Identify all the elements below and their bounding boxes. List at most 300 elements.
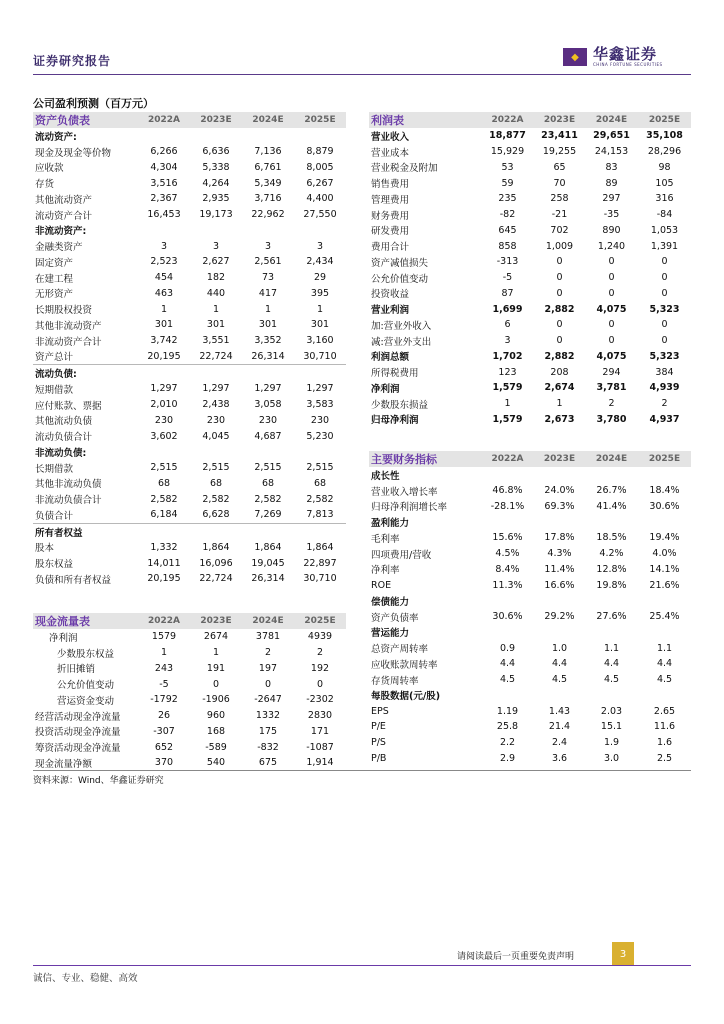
cell-value: 24.0% [544,485,575,497]
cell-value: 14.1% [649,563,680,575]
cell-value: 0 [661,319,668,331]
cell-value: 68 [261,477,275,489]
company-logo [563,46,663,68]
year-header: 2024E [242,112,294,128]
cell-value: 645 [498,224,517,236]
table-row [33,365,346,381]
cell-value: 18.4% [649,485,680,497]
row-label: 减:营业外支出 [371,336,432,348]
cell-value: 25.8 [496,721,519,733]
cell-value: 3 [160,240,168,252]
cell-value: 7,269 [254,509,282,521]
row-label: P/S [371,737,386,749]
cell-value: 235 [498,193,517,205]
cell-value: 3,583 [306,399,334,411]
row-label: 无形资产 [35,289,74,301]
table-row [33,645,346,661]
cell-value: 0 [556,319,563,331]
table-row [33,692,346,708]
cell-value: 17.8% [544,532,575,544]
row-label: 现金及现金等价物 [35,147,112,159]
cell-value [585,625,638,641]
cell-value: 301 [154,319,174,331]
year-header: 2022A [481,451,534,467]
table-row [33,301,346,317]
table-row [33,555,346,571]
cell-value: 4,400 [306,193,334,205]
cell-value: 2,515 [306,462,334,474]
table-row [369,317,691,333]
cell-value: 2,673 [544,413,575,425]
cell-value: 1 [264,303,272,315]
cell-value: 0 [556,272,563,284]
row-label: 财务费用 [371,210,410,222]
cell-value: 27,550 [303,209,337,221]
page-number: 3 [612,942,634,966]
table-row [33,254,346,270]
cell-value [534,625,585,641]
cell-value: 0 [556,256,563,268]
cell-value: 29.2% [544,611,575,623]
row-label: 毛利率 [371,533,400,545]
cell-value: 83 [605,161,618,173]
cell-value: 26.7% [596,485,627,497]
table-row [33,476,346,492]
cell-value: 123 [498,366,517,378]
year-header: 2023E [190,112,242,128]
cell-value: 208 [550,366,569,378]
cell-value: 4.0% [652,548,677,560]
row-label: 费用合计 [371,242,410,254]
row-label: 营业税金及附加 [371,163,438,175]
cell-value: 70 [553,177,566,189]
row-label: 每股数据(元/股) [371,691,441,703]
cell-value: -5 [502,272,513,284]
cell-value: 19.8% [596,579,627,591]
cell-value [638,514,691,530]
table-row [33,397,346,413]
row-label: 营运资金变动 [57,695,115,707]
table-title: 主要财务指标 [369,451,481,467]
row-label: 在建工程 [35,273,74,285]
cell-value: 4.4 [603,658,620,670]
row-label: 净利润 [49,632,78,644]
cell-value: -84 [656,209,673,221]
cell-value: 98 [658,161,671,173]
cell-value: 0 [556,287,563,299]
cell-value: 3,160 [306,335,334,347]
cell-value: 0 [608,335,615,347]
table-header-row [33,613,346,629]
row-label: 管理费用 [371,194,410,206]
cell-value: 65 [553,161,566,173]
row-label: ROE [371,579,392,591]
cell-value: 22,724 [199,573,233,585]
cell-value [585,467,638,483]
cell-value: 6 [504,319,511,331]
table-row [369,349,691,365]
row-label: 营业收入 [371,131,410,143]
year-header: 2022A [138,613,190,629]
table-row [369,688,691,704]
table-row [33,286,346,302]
row-label: P/E [371,721,386,733]
cell-value [294,444,346,460]
cell-value: 1,297 [306,383,334,395]
table-row [369,467,691,483]
cell-value: 4.5% [495,548,520,560]
cell-value: -5 [159,678,169,690]
row-label: 其他非流动资产 [35,320,102,332]
table-row [369,160,691,176]
cell-value: 2,935 [202,193,230,205]
cell-value: 463 [154,287,174,299]
row-label: 流动负债: [33,365,138,381]
year-header: 2025E [294,613,346,629]
key-ratios-table [369,451,691,766]
table-row [33,661,346,677]
cell-value: 26 [157,710,171,722]
table-row [369,128,691,144]
cell-value: 25.4% [649,611,680,623]
table-row [369,577,691,593]
cell-value: 182 [206,272,226,284]
cell-value [242,365,294,381]
cell-value: 960 [206,710,226,722]
cell-value: 1,391 [650,240,679,252]
logo-cn-text: 华鑫证券 [593,45,658,63]
row-label: 应收账款周转率 [371,659,438,671]
row-label: 少数股东损益 [371,399,429,411]
row-label: 净利率 [371,565,400,577]
cell-value: 1332 [255,710,281,722]
row-label: 利润总额 [371,352,410,364]
cell-value: -28.1% [490,500,525,512]
table-row [369,301,691,317]
table-row [33,144,346,160]
table-row [33,317,346,333]
table-row [369,286,691,302]
row-label: 资产总计 [35,352,74,364]
table-row [369,380,691,396]
cell-value: 192 [310,662,330,674]
cell-value: 4,045 [202,430,230,442]
row-label: 非流动资产: [35,226,87,238]
table-row [33,540,346,556]
cell-value: 294 [602,366,621,378]
row-label: 偿债能力 [371,596,410,608]
cell-value [138,444,190,460]
cell-value: 2.65 [653,705,676,717]
cell-value: 4.5 [551,674,568,686]
cell-value: 12.8% [596,563,627,575]
cell-value: 2.9 [499,752,516,764]
balance-sheet-table [33,112,346,587]
cell-value: 21.4 [548,721,571,733]
table-row [369,672,691,688]
cell-value: 1.43 [548,705,571,717]
cell-value [138,223,190,239]
table-row [369,270,691,286]
cell-value: 1,240 [597,240,626,252]
row-label: 股本 [35,543,55,555]
cell-value: 87 [501,287,514,299]
table-row [33,207,346,223]
cell-value: 4,264 [202,177,230,189]
cell-value: 0 [608,287,615,299]
cell-value: 1 [556,398,563,410]
cell-value [242,444,294,460]
row-label: 短期借款 [35,384,74,396]
table-row [33,724,346,740]
cell-value: 4.5 [499,674,516,686]
year-header: 2024E [585,112,638,128]
table-row [33,413,346,429]
row-label: 资产减值损失 [371,257,429,269]
cell-value: 18,877 [489,130,526,142]
cell-value: 1.19 [496,705,519,717]
cell-value [585,688,638,704]
cell-value: 0.9 [499,642,516,654]
cell-value: 8.4% [495,563,520,575]
cell-value: 7,136 [254,146,282,158]
table-row [369,238,691,254]
cell-value: 18.5% [596,532,627,544]
table-row [369,254,691,270]
cell-value: 53 [501,161,514,173]
cell-value: 30.6% [649,500,680,512]
cell-value [190,128,242,144]
cell-value: 440 [206,287,226,299]
cell-value: 4,304 [150,161,178,173]
table-row [33,491,346,507]
row-label: 长期借款 [35,463,74,475]
cell-value: -832 [257,741,279,753]
cell-value: 14,011 [147,557,181,569]
cell-value: 3 [212,240,220,252]
row-label: 投资收益 [371,289,410,301]
row-label: 归母净利润增长率 [371,502,448,514]
cell-value: -313 [496,256,519,268]
cell-value: 35,108 [646,130,683,142]
cell-value: 4.5 [656,674,673,686]
cell-value: 11.6 [653,721,676,733]
cell-value: 1 [212,647,220,659]
cell-value: 16.6% [544,579,575,591]
row-label: 其他流动资产 [35,194,93,206]
row-label: 现金流量净额 [35,758,93,770]
table-row [369,719,691,735]
table-row [33,460,346,476]
row-label: 负债和所有者权益 [35,574,112,586]
header-divider [33,74,691,75]
cell-value: 3,716 [254,193,282,205]
disclaimer-note: 请阅读最后一页重要免责声明 [457,952,575,962]
row-label: 四项费用/营收 [371,549,432,561]
row-label: 其他流动负债 [35,416,93,428]
cell-value: 2.4 [551,737,568,749]
row-label: 筹资活动现金净流量 [35,743,121,755]
cell-value: 230 [154,414,174,426]
row-label: 存货 [35,179,55,191]
cell-value [190,444,242,460]
cell-value: 30,710 [303,573,337,585]
cell-value: 6,628 [202,509,230,521]
cell-value: 417 [258,287,278,299]
cell-value: 2,438 [202,399,230,411]
table-row [33,191,346,207]
cell-value: 2,882 [544,350,575,362]
cell-value [294,128,346,144]
table-row [33,160,346,176]
cell-value: 2 [264,647,272,659]
cell-value [481,514,534,530]
cell-value [534,514,585,530]
report-type-title: 证券研究报告 [33,54,112,68]
cell-value: 1,864 [254,541,282,553]
cell-value: 8,879 [306,146,334,158]
row-label: 长期股权投资 [35,305,93,317]
footer-motto: 诚信、专业、稳健、高效 [33,973,138,984]
row-label: 折旧摊销 [57,664,96,676]
cell-value: 15.6% [492,532,523,544]
cell-value: 4939 [307,631,333,643]
row-label: 非流动负债合计 [35,495,102,507]
cell-value: 0 [661,335,668,347]
cell-value [481,593,534,609]
row-label: 其他非流动负债 [35,479,102,491]
table-row [33,238,346,254]
row-label: 流动资产合计 [35,210,93,222]
cell-value: 2,434 [306,256,334,268]
cell-value: 4.5 [603,674,620,686]
cell-value: 2,882 [544,303,575,315]
cell-value: 652 [154,741,174,753]
table-row [369,483,691,499]
cell-value: 68 [313,477,327,489]
cell-value [585,514,638,530]
footer-divider [33,965,691,966]
cell-value: 4.4 [656,658,673,670]
cell-value: 243 [154,662,174,674]
row-label: P/B [371,752,387,764]
year-header: 2025E [294,112,346,128]
cell-value: 3781 [255,631,281,643]
cell-value: -21 [551,209,568,221]
table-title: 现金流量表 [33,613,138,629]
cell-value: 1 [504,398,511,410]
cell-value: 5,349 [254,177,282,189]
cell-value: 21.6% [649,579,680,591]
cell-value: 1 [160,647,168,659]
cell-value: 858 [498,240,517,252]
source-note: 资料来源：Wind、华鑫证券研究 [33,776,164,786]
cell-value: 19,045 [251,557,285,569]
table-row [33,381,346,397]
cell-value: 20,195 [147,573,181,585]
cell-value [481,467,534,483]
cell-value: 1,579 [492,382,523,394]
table-row [369,735,691,751]
table-row [369,703,691,719]
cell-value: -2302 [306,694,334,706]
cell-value: -1087 [306,741,334,753]
row-label: 公允价值变动 [371,273,429,285]
year-header: 2023E [534,451,585,467]
cell-value: 3 [316,240,324,252]
cell-value: 2674 [203,631,229,643]
cell-value: 1,297 [254,383,282,395]
year-header: 2022A [138,112,190,128]
cell-value [534,593,585,609]
cell-value: 2,674 [544,382,575,394]
table-row [369,593,691,609]
cell-value [138,128,190,144]
cell-value: 2,582 [254,493,282,505]
cell-value: 3.6 [551,752,568,764]
cell-value: 0 [661,272,668,284]
cell-value: 2,582 [202,493,230,505]
cell-value: 5,323 [649,303,680,315]
year-header: 2025E [638,112,691,128]
cell-value: 4,687 [254,430,282,442]
cell-value: 384 [655,366,674,378]
cell-value: 258 [550,193,569,205]
table-row [369,751,691,767]
cell-value: 230 [258,414,278,426]
cell-value [294,223,346,239]
cell-value [294,365,346,381]
cell-value: 22,897 [303,557,337,569]
cell-value: 27.6% [596,611,627,623]
cell-value: 1.1 [603,642,620,654]
cell-value: 3,602 [150,430,178,442]
row-label: 资产负债率 [371,612,419,624]
year-header: 2023E [534,112,585,128]
row-label: 股东权益 [35,559,74,571]
cell-value: -1792 [150,694,178,706]
table-header-row [369,451,691,467]
table-row [33,175,346,191]
row-label: 负债合计 [35,510,74,522]
row-label: 销售费用 [371,179,410,191]
cell-value [534,467,585,483]
cell-value: 29 [313,272,327,284]
row-label: 加:营业外收入 [371,320,432,332]
cell-value [190,365,242,381]
cell-value: 5,338 [202,161,230,173]
cell-value: 2,515 [150,462,178,474]
table-row [369,223,691,239]
table-row [33,629,346,645]
cell-value: 230 [310,414,330,426]
cell-value: 2.2 [499,737,516,749]
table-header-row [369,112,691,128]
cell-value: 30,710 [303,350,337,362]
cell-value: 2,010 [150,399,178,411]
cell-value: 1.1 [656,642,673,654]
cell-value: 46.8% [492,485,523,497]
cell-value: 2.5 [656,752,673,764]
cell-value: 1,699 [492,303,523,315]
table-row [369,175,691,191]
cell-value: 890 [602,224,621,236]
cell-value: 675 [258,757,278,769]
table-title: 资产负债表 [33,112,138,128]
cell-value: 4.4 [551,658,568,670]
cell-value: 28,296 [647,146,682,158]
cell-value: 30.6% [492,611,523,623]
